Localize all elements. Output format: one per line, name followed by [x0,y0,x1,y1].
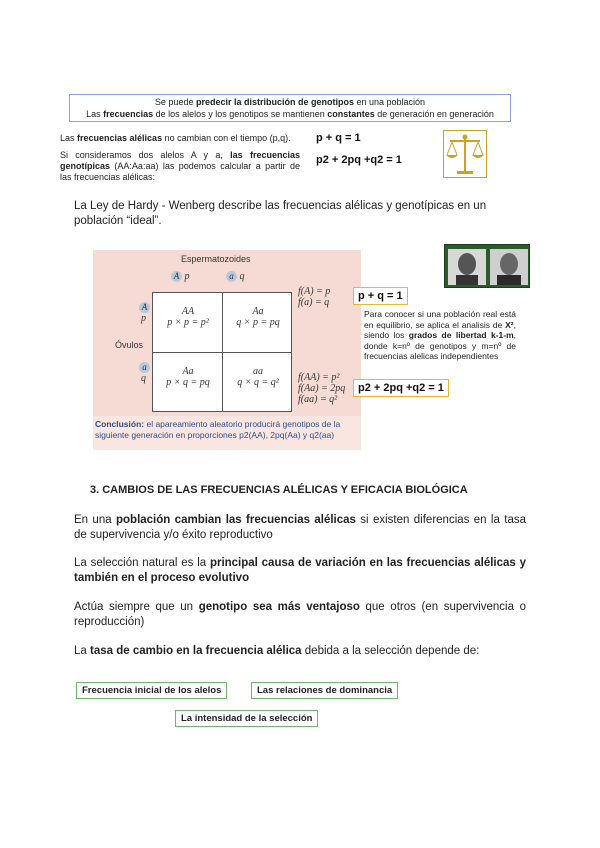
ovule-title: Óvulos [115,340,144,350]
allele-a-circle: a [226,271,237,282]
text: si existen diferencias en la tasa de supervivencia y/o éxito reproductivo [74,514,526,541]
sperm-allele-a [226,271,245,282]
formula: p × q = pq [166,377,210,388]
text: de los alelos y los genotipos se mantienen [153,109,328,119]
formula: q × q = q² [237,377,279,388]
text: en una población [354,97,426,107]
text-bold: X² [505,319,514,330]
conclusion-label: Conclusión: [95,419,145,429]
hardy-weinberg-paragraph: La Ley de Hardy - Wenberg describe las frecuencias alélicas y genotípicas en un población “ideal”. [74,200,487,227]
text-bold: población cambian las frecuencias alélicas [116,514,356,526]
factor-dominance: Las relaciones de dominancia [251,682,398,699]
text-bold: tasa de cambio en la frecuencia alélica [90,645,302,657]
punnett-cell [223,353,293,413]
grid-divider [153,352,291,353]
genotype-frequency-text [60,150,300,183]
text-bold: frecuencias alélicas [77,133,163,143]
text: que otros (en supervivencia o reproducción) [74,601,526,628]
conclusion-text: el apareamiento aleatorio producirá genotipos de la siguiente generación en proporciones p2(AA), 2pq(Aa) y q2(aa) [95,419,341,440]
allele-equation-box: p + q = 1 [353,287,408,305]
text: Se puede [154,97,196,107]
text: Para conocer si una población real está en equilibrio, se aplica el analisis de [364,309,516,330]
portrait-hardy [448,249,486,285]
summary-box [69,94,511,122]
paragraph-4 [74,644,526,659]
genotype-equation: p2 + 2pq +q2 = 1 [316,154,402,166]
allele-A-circle: A [171,271,182,282]
frequency-line: f(Aa) = 2pq [298,383,346,394]
p-label: p [141,313,146,324]
text-bold: constantes [327,109,375,119]
q-label: q [239,271,245,282]
text: Si consideramos dos alelos A y a, [60,150,231,160]
ovule-allele-A [139,302,150,324]
punnett-square-diagram [93,250,361,450]
text-bold: genotipo sea más ventajoso [198,601,360,613]
text: (AA:Aa:aa) las podemos calcular a partir de las frecuencias alélicas: [60,161,300,182]
text: , donde k=nº de genotipos y m=nº de frecuencias alelicas independientes [364,330,517,361]
allele-a-circle: a [139,362,150,373]
text-bold: frecuencias [103,109,154,119]
text: debida a la selección depende de: [301,645,480,657]
scientist-portraits-image [444,244,530,288]
frequency-line: f(AA) = p² [298,372,340,383]
factor-initial-frequency: Frecuencia inicial de los alelos [76,682,227,699]
punnett-cell [223,293,293,353]
portrait-weinberg [490,249,528,285]
genotype: AA [181,306,195,317]
allele-equation: p + q = 1 [316,132,361,144]
paragraph-2 [74,556,526,586]
formula: q × p = pq [236,317,280,328]
text: Actúa siempre que un [74,601,199,613]
punnett-cell [153,353,223,413]
punnett-grid [152,292,292,412]
text: Las [86,109,104,119]
sperm-allele-A [171,271,190,282]
genotype: Aa [252,306,264,317]
text-bold: principal causa de variación en las frecuencias alélicas y también en el proceso evolutivo [74,557,526,584]
allele-frequencies [298,286,330,308]
text: Las [60,133,78,143]
text-bold: predecir la distribución de genotipos [195,97,354,107]
q-label: q [141,373,146,384]
ovule-allele-a [139,362,150,384]
frequency-line: f(A) = p [298,286,331,297]
section-heading: 3. CAMBIOS DE LAS FRECUENCIAS ALÉLICAS Y EFICACIA BIOLÓGICA [90,484,468,496]
genotype-equation-box: p2 + 2pq +q2 = 1 [353,379,449,397]
text: , siendo los [364,319,516,340]
sperm-title: Espermatozoides [181,254,251,264]
conclusion-box [93,416,361,450]
frequency-line: f(a) = q [298,297,330,308]
text: En una [74,514,116,526]
formula: p × p = p² [167,317,209,328]
balance-scale-icon [443,130,487,178]
p-label: p [184,271,190,282]
chi-square-note [364,309,516,362]
punnett-cell [153,293,223,353]
summary-line-1 [70,96,510,108]
text: de generación en generación [374,109,494,119]
text: La [74,645,90,657]
factor-selection-intensity: La intensidad de la selección [175,710,318,727]
genotype: aa [253,366,263,377]
genotype: Aa [182,366,194,377]
frequency-line: f(aa) = q² [298,394,338,405]
paragraph-1 [74,513,526,543]
allele-A-circle: A [139,302,150,313]
text: La selección natural es la [74,557,210,569]
allele-frequency-text [60,133,310,144]
text: no cambian con el tiempo (p,q). [162,133,291,143]
text-bold: grados de libertad k-1-m [408,330,514,340]
summary-line-2 [70,108,510,120]
paragraph-3 [74,600,526,630]
text-bold: las frecuencias genotípicas [60,150,300,171]
genotype-frequencies [298,372,345,405]
